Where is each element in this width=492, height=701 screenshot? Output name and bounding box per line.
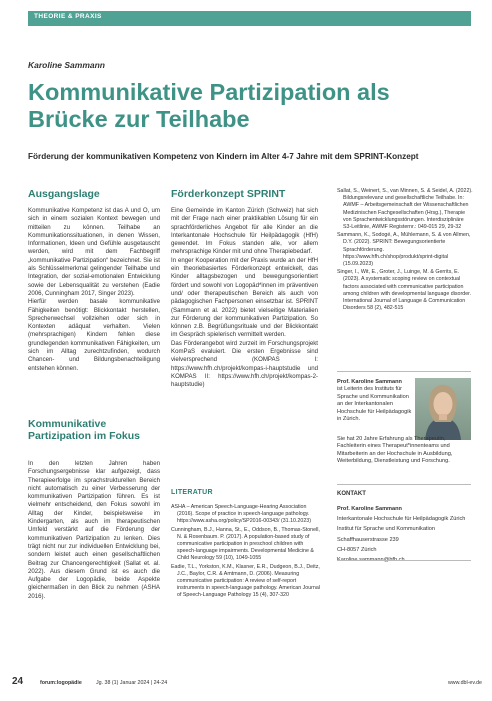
section-header-bar (28, 11, 471, 26)
page-number: 24 (12, 676, 24, 687)
kontakt-line: Schaffhauserstrasse 239 (337, 536, 399, 543)
reference: Eadie, T.L., Yorkston, K.M., Klasner, E.R., Dudgeon, B.J., Deitz, J.C., Baylor, C.R. & Amtmann, D. (2006). Measuring communicative participation: A review of self-report instruments in speech-language pathology. American Journal of Speech-Language Pathology 15 (4), 307-320 (171, 563, 321, 599)
reference: Cunningham, B.J., Hanna, St., E., Oddson, B., Thomas-Stonell, N. & Rosenbaum. P. (2017). A population-based study of communicative participation in preschool children with speech-language impairments. Developmental Medicine & Child Neurology 59 (10), 1049-1055 (171, 526, 320, 562)
website-link[interactable]: www.dbl-ev.de (447, 680, 482, 686)
bio-text: ist Leiterin des Instituts für Sprache und Kommunikation an der Interkantonalen Hochschule für Heilpädagogik in Zürich. (337, 386, 412, 423)
divider (337, 484, 471, 485)
column-1 (28, 188, 160, 373)
kontakt-block (337, 504, 465, 565)
article-title: Kommunikative Partizipation als Brücke zur Teilhabe (28, 79, 390, 132)
issue-info: Jg. 38 (1) Januar 2024 | 24-24 (96, 680, 168, 686)
reference: Sallat, S., Weinert, S., van Minnen, S. & Seidel, A. (2022). Bildungsrelevanz und gesellschaftliche Teilhabe. In: AWMF – Arbeitsgemeinschaft der Wissenschaftlichen Medizinischen Fachgesellschaften (Hrsg.), Therapie von Sprachentwicklungsstörungen. Interdisziplinäre S3-Leitlinie, AWMF Registernr.: 049-015 29, 29-32 (337, 188, 473, 231)
heading-partizipation: Kommunikative Partizipation im Fokus (28, 418, 141, 442)
paragraph: In enger Kooperation mit der Praxis wurde an der HfH ein theoriebasiertes Förderkonzept entwickelt, das Kinder alltagsbezogen und bewegungsorientiert fördert und sowohl von Logopäd*innen im präventiven und/ oder therapeutischen Bereich als auch von pädagogischen Fachpersonen einsetzbar ist. SPRINT (Sammann et al. 2022) bietet vielseitige Materialien zur Förderung der kommunikativen Partizipation. So können z.B. Begrüßungsrituale und der Blickkontakt im Gespräch spielerisch vermittelt werden. (171, 256, 318, 339)
author-name: Karoline Sammann (28, 60, 105, 70)
author-photo (415, 378, 471, 440)
literatur-heading: LITERATUR (171, 489, 213, 496)
page-footer (12, 676, 482, 690)
heading-ausgangslage: Ausgangslage (28, 188, 100, 200)
article-subtitle: Förderung der kommunikativen Kompetenz von Kindern im Alter 4-7 Jahre mit dem SPRINT-Konzept (28, 152, 419, 161)
kontakt-line: Interkantonale Hochschule für Heilpädagogik Zürich (337, 516, 466, 523)
reference: Sammann, K., Sodogé, A., Mühlemann, S. & von Allmen, D.Y. (2022). SPRINT: Bewegungsorientierte Sprachförderung. https://www.hfh.ch/shop/produkt/sprint-digital (15.09.2023) (337, 232, 471, 268)
author-bio (337, 379, 413, 423)
column-1-section-2 (28, 418, 160, 601)
paragraph: In den letzten Jahren haben Forschungsergebnisse klar aufgezeigt, dass Therapieerfolge im sprachstrukturellen Bereich nicht automatisch zu einer Verbesserung der kommunikativen Partizipation führen. Es ist vielmehr entscheidend, den Fokus sowohl im Alltag der Kinder, beispielsweise im Kindergarten, als auch im therapeutischen Umfeld verstärkt auf die Förderung der kommunikativen Partizipation zu lenken. Dies trägt nicht nur zur individuellen Entwicklung bei, sondern leistet auch einen gesellschaftlichen Beitrag zur Chancengerechtigkeit (Sallat et. al. 2022). Aus diesem Grund ist es auch die Aufgabe der Logopädie, beide Aspekte gleichermaßen in den Blick zu nehmen (ASHA 2016). (28, 460, 160, 600)
reference: ASHA – American Speech-Language-Hearing Association (2016). Scope of practice in speech-language pathology. https://www.asha.org/policy/SP2016-00343/ (31.10.2023) (171, 504, 311, 525)
bio-name: Prof. Karoline Sammann (337, 379, 402, 385)
divider (337, 560, 471, 561)
heading-sprint: Förderkonzept SPRINT (171, 188, 286, 200)
bio-text-continued: Sie hat 20 Jahre Erfahrung als Therapeutin, Fachleiterin eines Therapeut*innenteams und Mitarbeiterin an der Hochschule in Ausbildung, Weiterbildung, Dienstleistung und Forschung. (337, 436, 453, 465)
paragraph: Eine Gemeinde im Kanton Zürich (Schweiz) hat sich mit der Frage nach einer praktikablen Lösung für ein sprachförderliches Angebot für alle Kinder an die Interkantonale Hochschule für Heilpädagogik (HfH) gewendet. Im Fokus standen alle, vor allem mehrsprachige Kinder mit und ohne Therapiebedarf. (171, 207, 318, 256)
journal-name: forum:logopädie (40, 680, 82, 686)
column-2 (171, 188, 318, 390)
kontakt-line: CH-8057 Zürich (337, 546, 377, 553)
paragraph: Hierfür werden basale kommunikative Fähigkeiten benötigt: Blickkontakt herstellen, Sprecherwechsel vollziehen oder sich in Kontexten adäquat verhalten. Vielen (mehrsprachigen) Kindern fehlen diese grundlegenden kommunikativen Fähigkeiten, um sich im Alltag zurechtzufinden, wodurch Chancen- und Bildungsbenachteiligung entstehen können. (28, 298, 160, 372)
reference: Singer, I., Wit, E., Groter, J., Luinge, M. & Gerrits, E. (2023). A systematic scoping review on contextual factors associated with communicative participation among children with developmental language disorder. International Journal of Language & Communication Disorders 58 (2), 482-515 (337, 269, 472, 312)
paragraph: Kommunikative Kompetenz ist das A und O, um sich in einem sozialen Kontext bewegen und mitteilen zu können. Teilhabe an Kommunikationssituationen, in denen Wissen, Informationen, Ideen und Gefühle ausgetauscht werden, wird mit dem Fachbegriff „kommunikative Partizipation“ bezeichnet. Sie ist als Schlüsselmerkmal gelingender Teilhabe und Integration, der sozial-emotionalen Entwicklung sowie der Lebensqualität zu verstehen (Eadie 2006, Cunningham 2017, Singer 2023). (28, 207, 160, 297)
kontakt-line: Institut für Sprache und Kommunikation (337, 526, 435, 533)
paragraph: Das Förderangebot wird zurzeit im Forschungsprojekt KomPaS evaluiert. Die ersten Ergebnisse sind vielversprechend (KOMPAS I: https://www.hfh.ch/projekt/kompas-i-hauptstudie und KOMPAS II: https://www.hfh.ch/projekt/kompas-2-hauptstudie) (171, 339, 318, 389)
kontakt-heading: KONTAKT (337, 491, 366, 497)
section-label: THEORIE & PRAXIS (34, 13, 102, 20)
kontakt-name: Prof. Karoline Sammann (337, 506, 402, 512)
divider (337, 371, 471, 372)
literatur-list-continued (337, 188, 473, 312)
literatur-list (171, 504, 321, 600)
